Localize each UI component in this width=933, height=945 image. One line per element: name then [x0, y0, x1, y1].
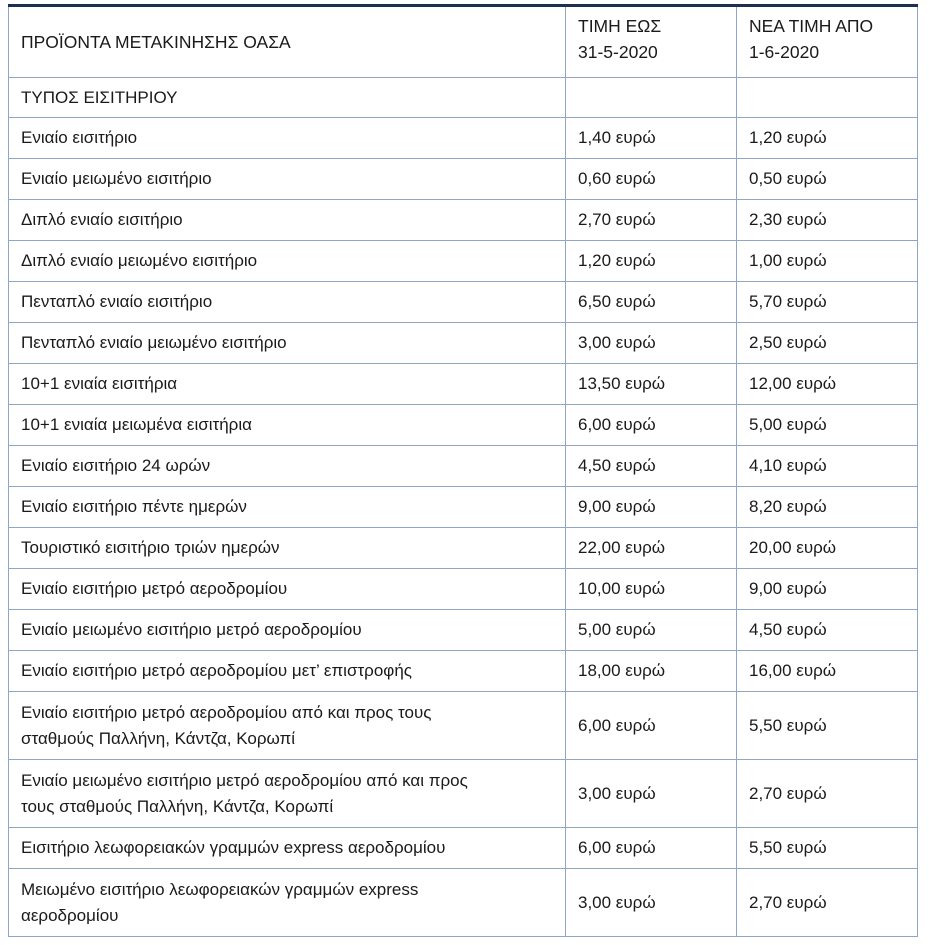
product-cell: Ενιαίο μειωμένο εισιτήριο	[9, 159, 566, 200]
product-name-line: Ενιαίο εισιτήριο μετρό αεροδρομίου από και προς τους	[21, 702, 432, 722]
table-row	[9, 528, 918, 569]
product-cell: Ενιαίο εισιτήριο πέντε ημερών	[9, 487, 566, 528]
table-header-row	[9, 6, 918, 78]
product-name-line: Μειωμένο εισιτήριο λεωφορειακών γραμμών express	[21, 879, 419, 899]
new-price-cell: 0,50 ευρώ	[737, 159, 918, 200]
product-cell: Πενταπλό ενιαίο μειωμένο εισιτήριο	[9, 323, 566, 364]
table-row	[9, 159, 918, 200]
new-price-cell: 2,70 ευρώ	[737, 760, 918, 828]
old-price-cell: 5,00 ευρώ	[566, 610, 737, 651]
new-price-cell: 1,20 ευρώ	[737, 118, 918, 159]
new-price-cell: 1,00 ευρώ	[737, 241, 918, 282]
table-row	[9, 760, 918, 828]
table-row	[9, 364, 918, 405]
new-price-cell: 8,20 ευρώ	[737, 487, 918, 528]
product-cell: Διπλό ενιαίο μειωμένο εισιτήριο	[9, 241, 566, 282]
product-cell	[9, 760, 566, 828]
new-price-cell: 2,50 ευρώ	[737, 323, 918, 364]
product-cell: Ενιαίο εισιτήριο μετρό αεροδρομίου μετ’ επιστροφής	[9, 651, 566, 692]
header-products: ΠΡΟΪΟΝΤΑ ΜΕΤΑΚΙΝΗΣΗΣ ΟΑΣΑ	[9, 6, 566, 78]
product-cell: Τουριστικό εισιτήριο τριών ημερών	[9, 528, 566, 569]
table-row	[9, 282, 918, 323]
table-row	[9, 405, 918, 446]
header-old-price	[566, 6, 737, 78]
new-price-cell: 5,50 ευρώ	[737, 692, 918, 760]
old-price-cell: 1,40 ευρώ	[566, 118, 737, 159]
product-cell: Ενιαίο εισιτήριο 24 ωρών	[9, 446, 566, 487]
old-price-cell: 6,00 ευρώ	[566, 828, 737, 869]
old-price-cell: 4,50 ευρώ	[566, 446, 737, 487]
product-cell: Διπλό ενιαίο εισιτήριο	[9, 200, 566, 241]
old-price-cell: 6,50 ευρώ	[566, 282, 737, 323]
product-cell: Ενιαίο μειωμένο εισιτήριο μετρό αεροδρομίου	[9, 610, 566, 651]
old-price-cell: 3,00 ευρώ	[566, 869, 737, 937]
product-cell	[9, 869, 566, 937]
product-cell: Ενιαίο εισιτήριο	[9, 118, 566, 159]
fare-table	[8, 4, 918, 937]
product-cell: Πενταπλό ενιαίο εισιτήριο	[9, 282, 566, 323]
new-price-cell: 5,00 ευρώ	[737, 405, 918, 446]
header-old-price-line-1: ΤΙΜΗ ΕΩΣ	[578, 16, 662, 36]
fare-table-container	[8, 4, 917, 937]
product-cell: 10+1 ενιαία μειωμένα εισιτήρια	[9, 405, 566, 446]
product-name-line: Ενιαίο μειωμένο εισιτήριο μετρό αεροδρομίου από και προς	[21, 770, 468, 790]
old-price-cell: 13,50 ευρώ	[566, 364, 737, 405]
product-name-line: αεροδρομίου	[21, 905, 119, 925]
old-price-cell: 6,00 ευρώ	[566, 692, 737, 760]
new-price-cell: 2,30 ευρώ	[737, 200, 918, 241]
table-row	[9, 869, 918, 937]
old-price-cell: 3,00 ευρώ	[566, 323, 737, 364]
table-row	[9, 323, 918, 364]
old-price-cell: 1,20 ευρώ	[566, 241, 737, 282]
table-row	[9, 446, 918, 487]
old-price-cell: 22,00 ευρώ	[566, 528, 737, 569]
table-row	[9, 692, 918, 760]
table-row	[9, 651, 918, 692]
old-price-cell: 10,00 ευρώ	[566, 569, 737, 610]
new-price-cell: 4,10 ευρώ	[737, 446, 918, 487]
new-price-cell: 20,00 ευρώ	[737, 528, 918, 569]
new-price-cell: 12,00 ευρώ	[737, 364, 918, 405]
product-cell	[9, 692, 566, 760]
new-price-cell: 16,00 ευρώ	[737, 651, 918, 692]
product-name-line: σταθμούς Παλλήνη, Κάντζα, Κορωπί	[21, 728, 296, 748]
new-price-cell: 9,00 ευρώ	[737, 569, 918, 610]
table-row	[9, 610, 918, 651]
new-price-cell: 5,70 ευρώ	[737, 282, 918, 323]
new-price-cell: 4,50 ευρώ	[737, 610, 918, 651]
header-new-price-line-2: 1-6-2020	[749, 42, 820, 62]
header-new-price-line-1: ΝΕΑ ΤΙΜΗ ΑΠΟ	[749, 16, 874, 36]
old-price-cell: 3,00 ευρώ	[566, 760, 737, 828]
old-price-cell: 18,00 ευρώ	[566, 651, 737, 692]
table-row	[9, 241, 918, 282]
old-price-cell: 9,00 ευρώ	[566, 487, 737, 528]
table-row	[9, 569, 918, 610]
section-label: ΤΥΠΟΣ ΕΙΣΙΤΗΡΙΟΥ	[9, 78, 566, 118]
header-old-price-line-2: 31-5-2020	[578, 42, 658, 62]
old-price-cell: 0,60 ευρώ	[566, 159, 737, 200]
table-row	[9, 828, 918, 869]
section-row	[9, 78, 918, 118]
table-row	[9, 200, 918, 241]
header-new-price	[737, 6, 918, 78]
section-empty-cell	[566, 78, 737, 118]
section-empty-cell	[737, 78, 918, 118]
table-row	[9, 487, 918, 528]
new-price-cell: 5,50 ευρώ	[737, 828, 918, 869]
new-price-cell: 2,70 ευρώ	[737, 869, 918, 937]
product-cell: 10+1 ενιαία εισιτήρια	[9, 364, 566, 405]
product-name-line: τους σταθμούς Παλλήνη, Κάντζα, Κορωπί	[21, 796, 334, 816]
product-cell: Εισιτήριο λεωφορειακών γραμμών express αεροδρομίου	[9, 828, 566, 869]
product-cell: Ενιαίο εισιτήριο μετρό αεροδρομίου	[9, 569, 566, 610]
old-price-cell: 6,00 ευρώ	[566, 405, 737, 446]
old-price-cell: 2,70 ευρώ	[566, 200, 737, 241]
table-row	[9, 118, 918, 159]
